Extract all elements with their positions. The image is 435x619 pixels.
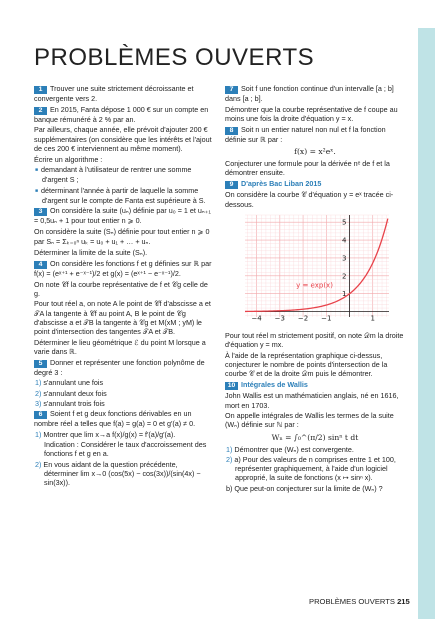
y-tick-label: 5 bbox=[342, 218, 347, 227]
exercise-2 bbox=[34, 105, 212, 124]
exercise-number: 6 bbox=[34, 411, 47, 419]
exercise-7 bbox=[225, 84, 405, 103]
paragraph: Déterminer le lieu géométrique ℰ du point M lorsque a varie dans ℝ. bbox=[34, 337, 206, 356]
exercise-heading: D'après Bac Liban 2015 bbox=[241, 178, 322, 188]
exercise-6 bbox=[34, 409, 212, 428]
footer-label: PROBLÈMES OUVERTS bbox=[309, 597, 395, 606]
exercise-text: On considère la suite (uₙ) définie par u₀ = 1 et uₙ₊₁ = 0,5uₙ + 1 pour tout entier n ⩾ 0. bbox=[34, 206, 211, 226]
exercise-8 bbox=[225, 125, 405, 144]
paragraph: John Wallis est un mathématicien anglais, né en 1616, mort en 1703. bbox=[225, 391, 399, 410]
paragraph: Écrire un algorithme : bbox=[34, 154, 103, 164]
x-tick-label: −3 bbox=[274, 314, 286, 323]
paragraph: par Sₙ = Σₖ₌₀ⁿ uₖ = u₀ + u₁ + … + uₙ. bbox=[34, 237, 151, 247]
exercise-number: 10 bbox=[225, 382, 238, 390]
paragraph: Pour tout réel a, on note A le point de 𝒞f d'abscisse a et 𝒯A la tangente à 𝒞f au point A, B le point de 𝒞g d'abscisse a et 𝒯B la tangente à 𝒞g et M(xM ; yM) le point d'intersection des tangentes 𝒯A et 𝒯B. bbox=[34, 299, 211, 337]
list-item: 1) s'annulant une fois bbox=[35, 378, 104, 388]
exercise-1 bbox=[34, 84, 212, 103]
list-item: 1) Montrer que lim x→a f(x)/g(x) = f′(a)/g′(a). bbox=[35, 429, 176, 439]
series-label: y = exp(x) bbox=[296, 281, 333, 290]
exercise-heading: Intégrales de Wallis bbox=[241, 379, 308, 389]
y-tick-label: 1 bbox=[342, 290, 347, 299]
left-column bbox=[34, 84, 212, 488]
exercise-text: Donner et représenter une fonction polynôme de degré 3 : bbox=[34, 357, 205, 377]
paragraph: Déterminer la limite de la suite (Sₙ). bbox=[34, 248, 148, 258]
list-item: 3) s'annulant trois fois bbox=[35, 398, 105, 408]
y-tick-label: 4 bbox=[342, 236, 347, 245]
paragraph: Démontrer que la courbe représentative de f coupe au moins une fois la droite d'équation y = x. bbox=[225, 104, 398, 123]
exercise-text: Soit n un entier naturel non nul et f la fonction définie sur ℝ par : bbox=[225, 124, 386, 144]
graph-grid bbox=[245, 215, 389, 317]
bullet-item: ■ déterminant l'année à partir de laquelle la somme d'argent sur le compte de Fanta est supérieure à S. bbox=[42, 186, 212, 205]
exercise-text: En 2015, Fanta dépose 1 000 € sur un compte en banque rémunéré à 2 % par an. bbox=[34, 104, 209, 124]
formula: Wₙ = ∫₀^(π/2) sinⁿ t dt bbox=[271, 432, 359, 442]
list-item: 2) a) Pour des valeurs de n comprises entre 1 et 100, représenter graphiquement, à l'aide d'un logiciel approprié, la suite de fonctions (x ↦ sinⁿ x). bbox=[226, 455, 396, 483]
paragraph: On appelle intégrales de Wallis les termes de la suite (Wₙ) définie sur ℕ par : bbox=[225, 411, 394, 430]
graph-ticks bbox=[251, 218, 375, 322]
paragraph: On considère la suite (Sₙ) définie pour tout entier n ⩾ 0 bbox=[34, 226, 210, 236]
exercise-9 bbox=[225, 179, 405, 189]
formula: f(x) = x²eˣ. bbox=[294, 146, 336, 156]
exercise-number: 1 bbox=[34, 86, 47, 94]
x-tick-label: 1 bbox=[370, 314, 375, 323]
exercise-10 bbox=[225, 380, 405, 390]
bullet-item: ■ demandant à l'utilisateur de rentrer une somme d'argent S ; bbox=[42, 165, 212, 184]
exercise-4 bbox=[34, 259, 212, 278]
exercise-text: Soit f une fonction continue d'un intervalle [a ; b] dans [a ; b]. bbox=[225, 84, 394, 103]
side-tab bbox=[418, 28, 435, 619]
list-item: 2) s'annulant deux fois bbox=[35, 388, 107, 398]
paragraph: Par ailleurs, chaque année, elle prévoit d'ajouter 200 € supplémentaires (on considère que les intérêts et l'ajout de ces 200 € interviennent au même moment). bbox=[34, 125, 212, 153]
exercise-text: On considère les fonctions f et g définies sur ℝ par f(x) = (eˣ⁺¹ + e⁻ˣ⁻¹)/2 et g(x) = (eˣ⁺¹ − e⁻ˣ⁻¹)/2. bbox=[34, 258, 212, 278]
paragraph: Conjecturer une formule pour la dérivée nᵉ de f et la démontrer ensuite. bbox=[225, 159, 390, 178]
exercise-5 bbox=[34, 358, 212, 377]
y-tick-label: 2 bbox=[342, 272, 347, 281]
exercise-number: 8 bbox=[225, 127, 238, 135]
indication: Indication : Considérer le taux d'accroissement des fonctions f et g en a. bbox=[44, 439, 207, 459]
exercise-number: 9 bbox=[225, 181, 238, 189]
x-tick-label: −2 bbox=[297, 314, 309, 323]
exercise-text: Trouver une suite strictement décroissante et convergente vers 2. bbox=[34, 84, 194, 103]
exercise-number: 7 bbox=[225, 86, 238, 94]
list-item: b) Que peut-on conjecturer sur la limite de (Wₙ) ? bbox=[226, 483, 383, 493]
list-item: 2) En vous aidant de la question précédente, déterminer lim x→0 (cos(5x) − cos(3x))/(sin(4x) − sin(3x)). bbox=[35, 459, 201, 488]
exercise-text: Soient f et g deux fonctions dérivables en un nombre réel a telles que f(a) = g(a) = 0 et g′(a) ≠ 0. bbox=[34, 408, 196, 428]
paragraph: Pour tout réel m strictement positif, on note 𝒟m la droite d'équation y = mx. bbox=[225, 330, 404, 350]
exercise-3 bbox=[34, 206, 212, 225]
exercise-number: 5 bbox=[34, 360, 47, 368]
y-tick-label: 3 bbox=[342, 254, 347, 263]
right-column bbox=[225, 84, 405, 494]
page-number: 215 bbox=[397, 597, 410, 606]
exp-graph bbox=[237, 211, 397, 329]
x-tick-label: −4 bbox=[251, 314, 262, 323]
paragraph: À l'aide de la représentation graphique ci-dessus, conjecturer le nombre de points d'intersection de la courbe 𝒞 et de la droite 𝒟m puis le démontrer. bbox=[225, 350, 388, 379]
page-footer bbox=[309, 597, 410, 606]
exercise-number: 2 bbox=[34, 107, 47, 115]
exercise-number: 4 bbox=[34, 261, 47, 269]
paragraph: On note 𝒞f la courbe représentative de f et 𝒞g celle de g. bbox=[34, 279, 208, 298]
x-tick-label: −1 bbox=[321, 314, 332, 323]
page-title: PROBLÈMES OUVERTS bbox=[34, 44, 315, 71]
list-item: 1) Démontrer que (Wₙ) est convergente. bbox=[226, 444, 354, 454]
exercise-number: 3 bbox=[34, 208, 47, 216]
paragraph: On considère la courbe 𝒞 d'équation y = eˣ tracée ci-dessous. bbox=[225, 190, 394, 209]
